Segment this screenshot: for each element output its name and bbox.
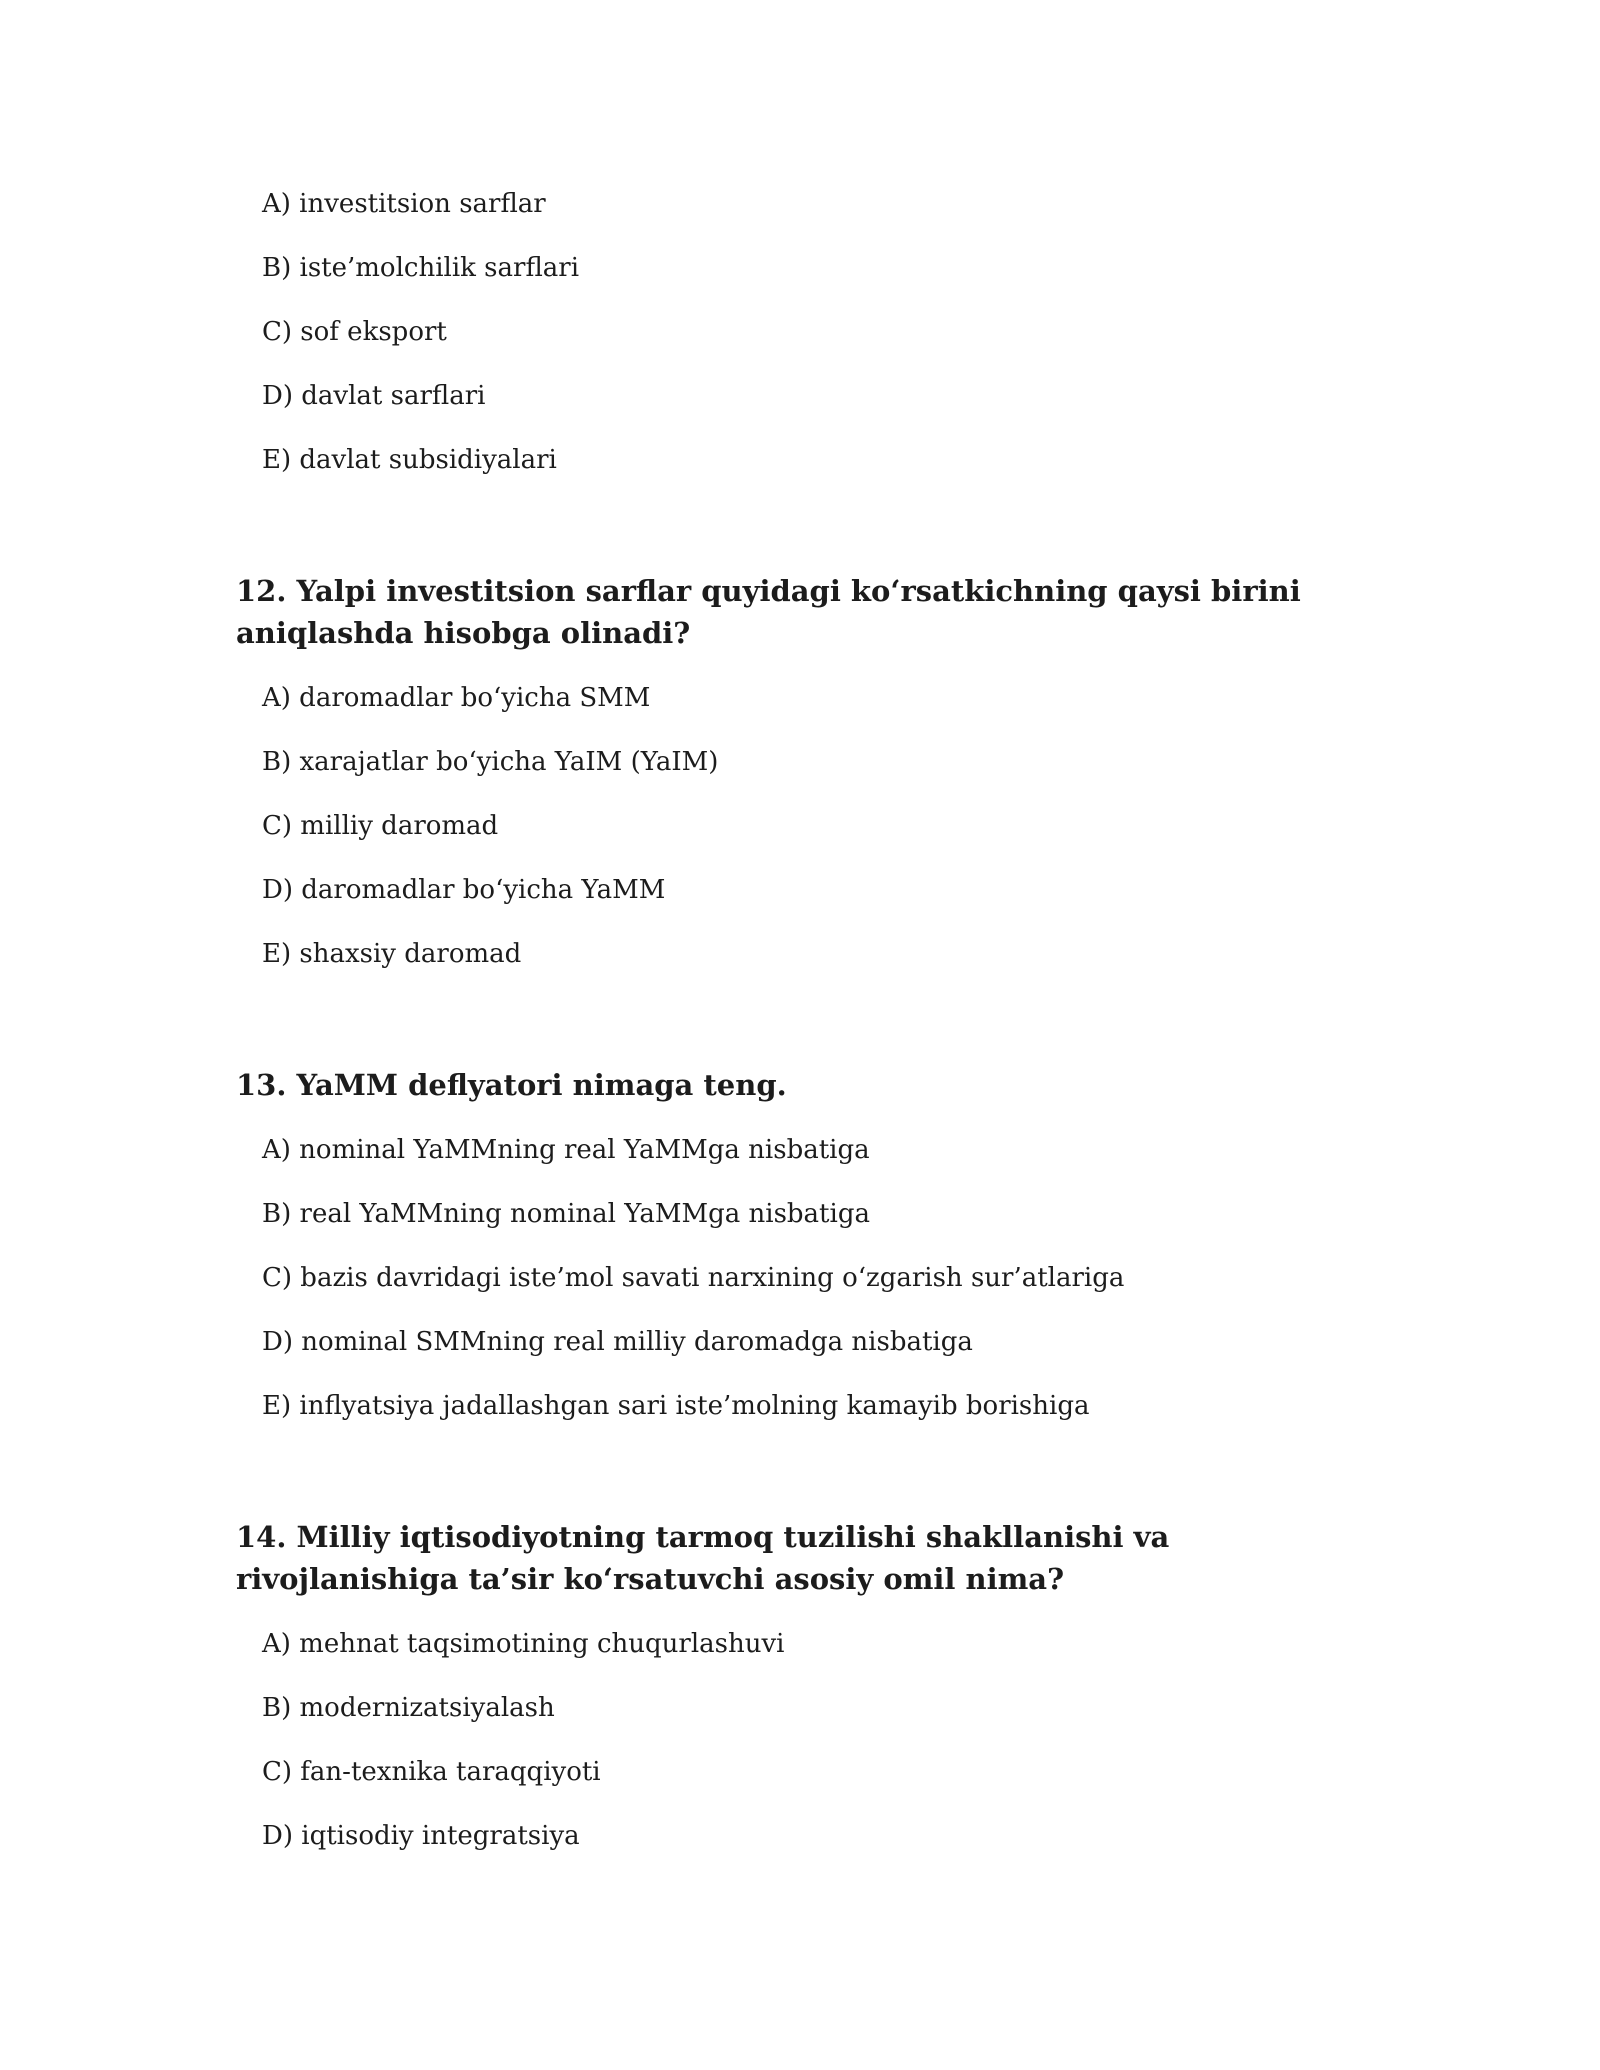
question-14-text: 14. Milliy iqtisodiyotning tarmoq tuzilishi shakllanishi va rivojlanishiga ta’sir ko‘rsatuvchi asosiy omil nima?: [236, 1520, 1170, 1596]
option-12-d: D) daromadlar bo‘yicha YaMM: [262, 875, 666, 905]
option-13-c: C) bazis davridagi iste’mol savati narxining o‘zgarish sur’atlariga: [262, 1263, 1125, 1293]
option-12-b: B) xarajatlar bo‘yicha YaIM (YaIM): [262, 747, 719, 777]
option-13-e: E) inflyatsiya jadallashgan sari iste’molning kamayib borishiga: [262, 1391, 1090, 1421]
option-prev-e: E) davlat subsidiyalari: [262, 445, 557, 475]
option-14-c: C) fan-texnika taraqqiyoti: [262, 1757, 601, 1787]
option-14-a: A) mehnat taqsimotining chuqurlashuvi: [262, 1629, 785, 1659]
option-prev-b: B) iste’molchilik sarflari: [262, 253, 580, 283]
option-13-b: B) real YaMMning nominal YaMMga nisbatiga: [262, 1199, 870, 1229]
option-13-a: A) nominal YaMMning real YaMMga nisbatiga: [262, 1135, 870, 1165]
option-14-b: B) modernizatsiyalash: [262, 1693, 555, 1723]
option-14-d: D) iqtisodiy integratsiya: [262, 1821, 580, 1851]
option-13-d: D) nominal SMMning real milliy daromadga nisbatiga: [262, 1327, 973, 1357]
option-prev-c: C) sof eksport: [262, 317, 447, 347]
option-prev-d: D) davlat sarflari: [262, 381, 486, 411]
option-prev-a: A) investitsion sarflar: [262, 189, 546, 219]
option-12-a: A) daromadlar bo‘yicha SMM: [262, 683, 651, 713]
question-13-text: 13. YaMM deflyatori nimaga teng.: [236, 1068, 787, 1102]
option-12-e: E) shaxsiy daromad: [262, 939, 522, 969]
question-12-text: 12. Yalpi investitsion sarflar quyidagi ko‘rsatkichning qaysi birini aniqlashda hisobga olinadi?: [236, 574, 1301, 650]
option-12-c: C) milliy daromad: [262, 811, 499, 841]
